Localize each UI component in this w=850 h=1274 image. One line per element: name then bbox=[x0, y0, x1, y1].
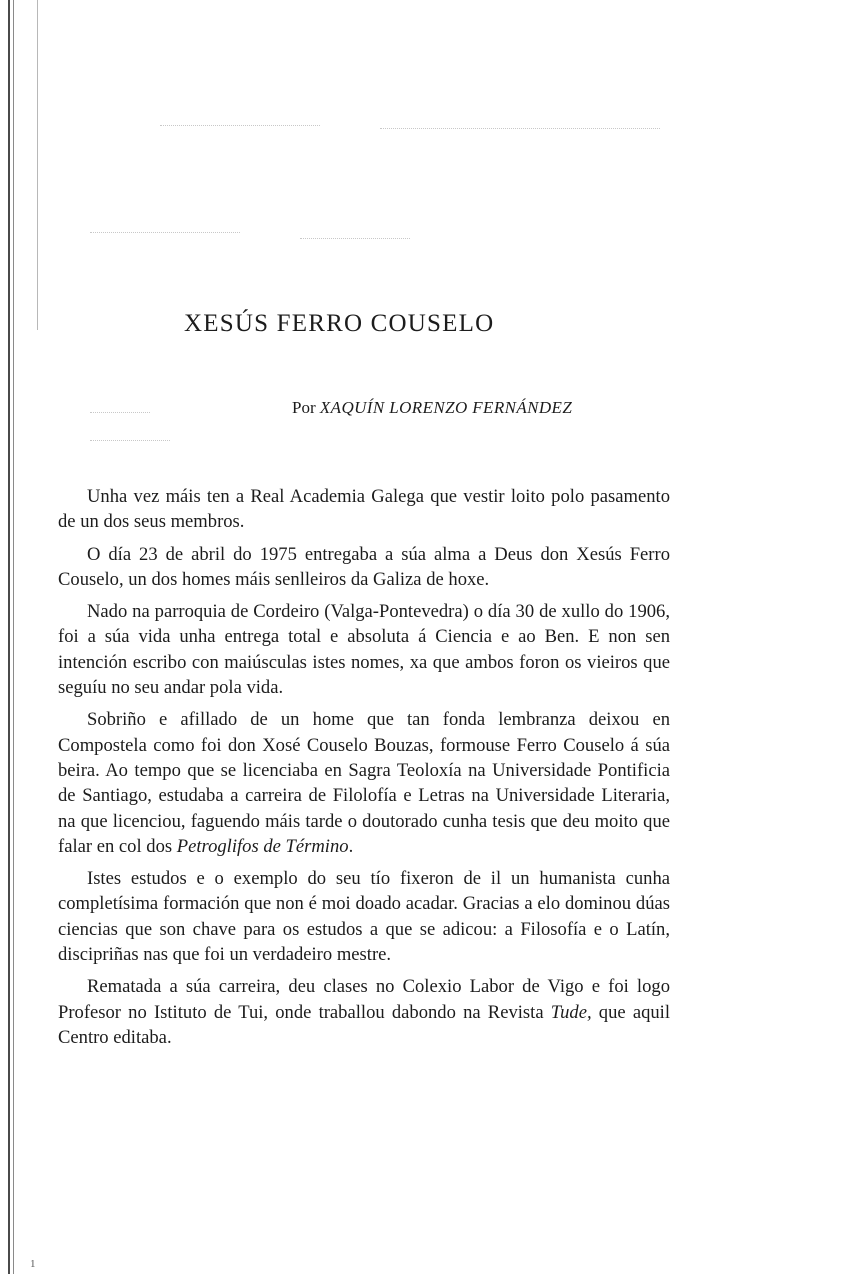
paragraph-text: que aquil Centro editaba. bbox=[58, 1001, 670, 1048]
page-mark: 1 bbox=[30, 1258, 36, 1270]
page-binding-edge bbox=[0, 0, 36, 1274]
scan-speckle bbox=[90, 412, 150, 414]
paragraph-text: Sobriño e afillado de un home que tan fonda lembranza deixou en Compostela como foi don Xosé Couselo Bouzas, formouse Ferro Couselo á súa beira. Ao tempo que se licenciaba en Sagra Teoloxía na Universidade Pontificia de Santiago, estudaba a carreira de Filolofía e Letras na Universidade Literaria, na que licenciou, faguendo máis tarde o doutorado cunha tesis que deu moito que falar en col dos bbox=[58, 709, 670, 857]
scan-speckle bbox=[380, 128, 660, 130]
italic-text: Petroglifos de Término bbox=[176, 835, 349, 857]
paragraph-text: . bbox=[348, 835, 354, 857]
paragraph-text: Istes estudos e o exemplo do seu tío fixeron de il un humanista cunha completísima formación que non é moi doado acadar. Gracias a elo dominou dúas ciencias que son chave para os estudos a que se adicou: a Filosofía e o Latín, discipriñas nas que foi un verdadeiro mestre. bbox=[58, 868, 670, 966]
body-paragraph bbox=[58, 599, 670, 700]
article-title: XESÚS FERRO COUSELO bbox=[184, 310, 495, 337]
body-paragraph bbox=[58, 542, 670, 593]
body-paragraph bbox=[58, 866, 670, 967]
binding-line bbox=[37, 0, 38, 330]
body-paragraph bbox=[58, 707, 670, 859]
paragraph-text: O día 23 de abril do 1975 entregaba a súa alma a Deus don Xesús Ferro Couselo, un dos homes máis senlleiros da Galiza de hoxe. bbox=[58, 543, 670, 590]
binding-line bbox=[8, 0, 10, 1274]
paragraph-text: Rematada a súa carreira, deu clases no Colexio Labor de Vigo e foi logo Profesor no Istituto de Tui, onde traballou dabondo na Revista bbox=[58, 976, 670, 1023]
scan-speckle bbox=[90, 440, 170, 442]
article-body bbox=[58, 484, 670, 1057]
italic-text: Tude, bbox=[550, 1001, 592, 1023]
byline-prefix: Por bbox=[292, 398, 316, 417]
byline-author: XAQUÍN LORENZO FERNÁNDEZ bbox=[319, 398, 573, 417]
byline bbox=[292, 398, 572, 418]
paragraph-text: Unha vez máis ten a Real Academia Galega que vestir loito polo pasamento de un dos seus membros. bbox=[58, 486, 670, 533]
scan-speckle bbox=[160, 125, 320, 127]
scan-speckle bbox=[300, 238, 410, 240]
paragraph-text: Nado na parroquia de Cordeiro (Valga-Pontevedra) o día 30 de xullo do 1906, foi a súa vida unha entrega total e absoluta á Ciencia e ao Ben. E non sen intención escribo con maiúsculas istes nomes, xa que ambos foron os vieiros que seguíu no seu andar pola vida. bbox=[58, 601, 670, 699]
body-paragraph bbox=[58, 484, 670, 535]
body-paragraph bbox=[58, 974, 670, 1050]
binding-line bbox=[13, 0, 14, 1274]
scan-speckle bbox=[90, 232, 240, 234]
